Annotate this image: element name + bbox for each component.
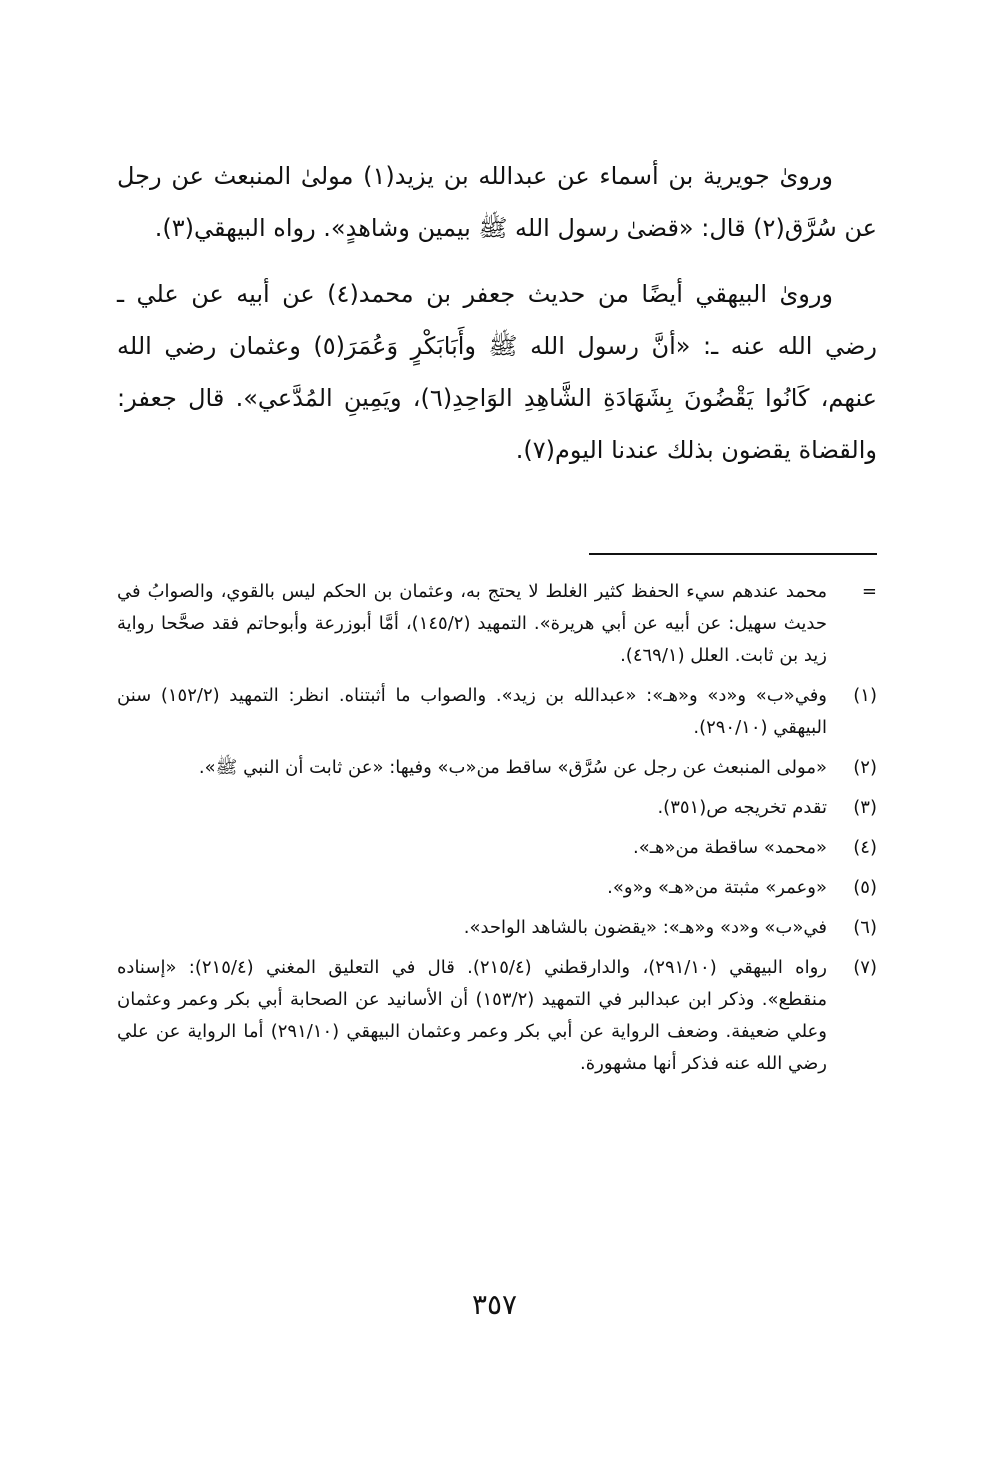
footnote-text: «محمد» ساقطة من«هـ». — [632, 837, 827, 858]
main-text — [117, 150, 877, 490]
page-number: ٣٥٧ — [471, 1288, 518, 1321]
footnote-text: «وعمر» مثبتة من«هـ» و«و». — [607, 877, 827, 898]
footnotes — [117, 576, 877, 1088]
paragraph-jawiriya-narration: وروىٰ جويرية بن أسماء عن عبدالله بن يزيد(١) مولىٰ المنبعث عن رجل عن سُرَّق(٢) قال: «قضىٰ رسول الله ﷺ بيمين وشاهدٍ». رواه البيهقي(٣). — [117, 162, 877, 242]
footnote-marker: (٥) — [853, 877, 877, 898]
footnote-text: محمد عندهم سيء الحفظ كثير الغلط لا يحتج به، وعثمان بن الحكم ليس بالقوي، والصوابُ في حديث سهيل: عن أبيه عن أبي هريرة». التمهيد (١٤٥/٢)، أمَّا أبوزرعة وأبوحاتم فقد صحَّحا رواية زيد بن ثابت. العلل (٤٦٩/١). — [117, 581, 828, 666]
footnote-marker: (٣) — [853, 797, 877, 818]
footnote-1 — [117, 680, 877, 744]
footnote-marker: (١) — [853, 685, 877, 706]
footnote-2 — [117, 752, 877, 784]
footnote-text: تقدم تخريجه ص(٣٥١). — [657, 797, 827, 818]
footnote-text: رواه البيهقي (٢٩١/١٠)، والدارقطني (٢١٥/٤). قال في التعليق المغني (٢١٥/٤): «إسناده منقطع». وذكر ابن عبدالبر في التمهيد (١٥٣/٢) أن الأسانيد عن الصحابة أبي بكر وعمر وعثمان وعلي ضعيفة. وضعف الرواية عن أبي بكر وعمر وعثمان البيهقي (٢٩١/١٠) أما الرواية عن علي رضي الله عنه فذكر أنها مشهورة. — [117, 957, 827, 1074]
footnote-marker: (٢) — [853, 757, 877, 778]
footnote-text: في«ب» و«د» و«هـ»: «يقضون بالشاهد الواحد». — [463, 917, 827, 938]
footnote-4 — [117, 832, 877, 864]
footnote-7 — [117, 952, 877, 1080]
footnote-text: وفي«ب» و«د» و«هـ»: «عبدالله بن زيد». والصواب ما أثبتناه. انظر: التمهيد (١٥٢/٢) سنن البيهقي (٢٩٠/١٠). — [117, 685, 827, 738]
footnote-divider — [589, 553, 877, 555]
footnote-3 — [117, 792, 877, 824]
footnote-marker: = — [861, 581, 877, 602]
footnote-marker: (٧) — [853, 957, 877, 978]
paragraph-bayhaqi-narration: وروىٰ البيهقي أيضًا من حديث جعفر بن محمد(٤) عن أبيه عن علي ـ رضي الله عنه ـ: «أنَّ رسول الله ﷺ وأَبَابَكْرٍ وَعُمَرَ(٥) وعثمان رضي الله عنهم، كَانُوا يَقْضُونَ بِشَهَادَةِ الشَّاهِدِ الوَاحِدِ(٦)، ويَمِينِ المُدَّعي». قال جعفر: والقضاة يقضون بذلك عندنا اليوم(٧). — [117, 280, 878, 464]
footnote-marker: (٤) — [853, 837, 877, 858]
footnote-continuation — [117, 576, 877, 672]
footnote-6 — [117, 912, 877, 944]
footnote-5 — [117, 872, 877, 904]
footnote-text: «مولى المنبعث عن رجل عن سُرَّق» ساقط من«ب» وفيها: «عن ثابت أن النبي ﷺ». — [198, 757, 827, 778]
footnote-marker: (٦) — [853, 917, 877, 938]
